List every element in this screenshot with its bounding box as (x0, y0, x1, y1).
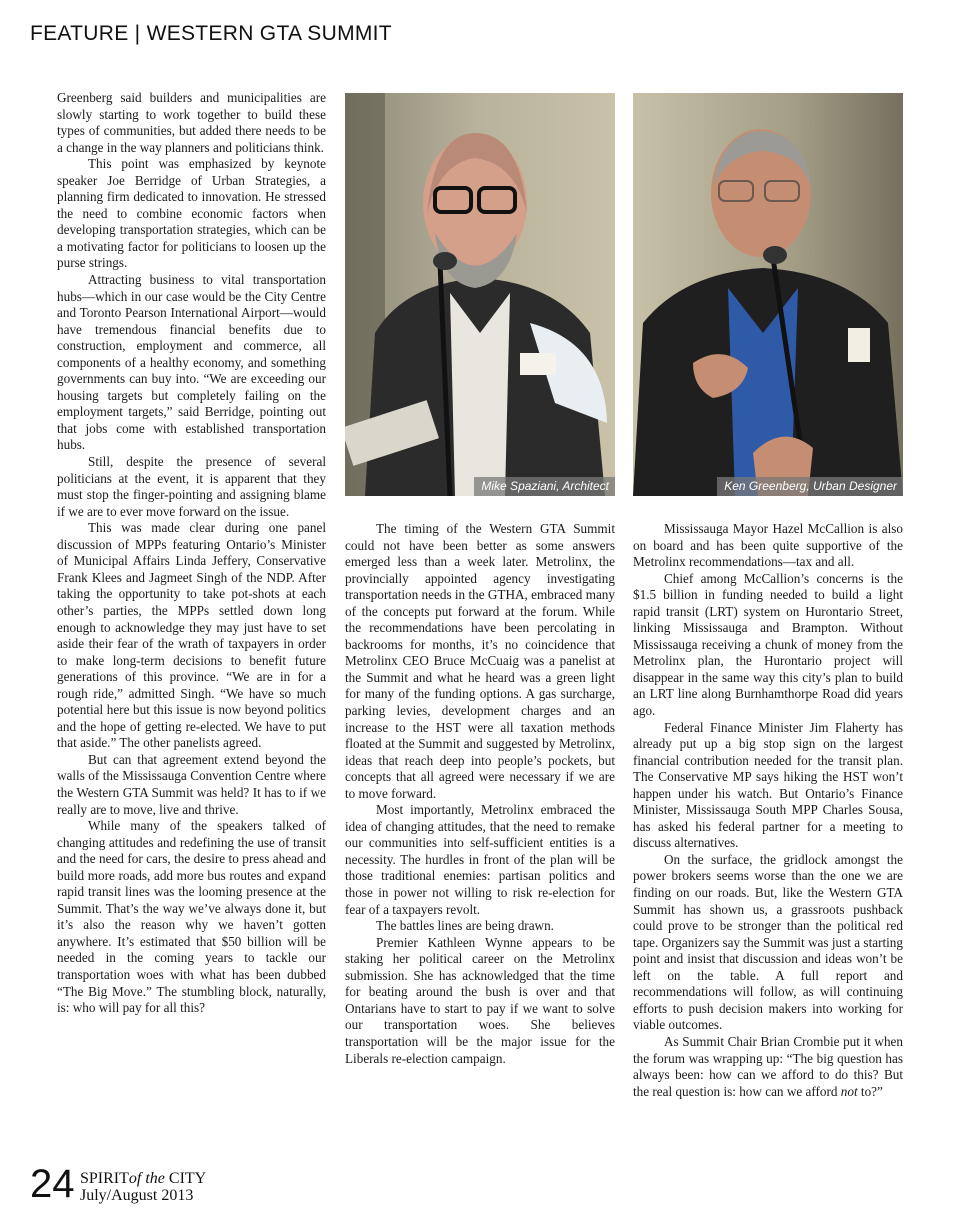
section-header: FEATURE | WESTERN GTA SUMMIT (30, 22, 392, 45)
article-column-3 (633, 521, 903, 1100)
paragraph: The timing of the Western GTA Summit could not have been better as some answers emerged less than a week later. Metrolinx, the provincially appointed agency investigating transportation needs in the GTHA, embraced many of the concepts put forward at the forum. While the recommendations have been percolating in backrooms for months, it’s no coincidence that Metrolinx CEO Bruce McCuaig was a panelist at the Summit and what he heard was a green light for many of the funding options. A gas surcharge, parking levies, development charges and an increase to the HST were all taxation methods floated at the Summit and suggested by Metrolinx, ideas that reach deep into people’s pockets, but concepts that all agreed were necessary if we are to move forward. (345, 521, 615, 801)
paragraph: This was made clear during one panel discussion of MPPs featuring Ontario’s Minister of Municipal Affairs Linda Jeffery, Conservative Frank Klees and Jagmeet Singh of the NDP. After taking the opportunity to take pot-shots at each other’s parties, the MPPs settled down long enough to acknowledge they may just have to set aside their fear of the wrath of taxpayers in order to make long-term decisions to benefit future generations of this province. “We are in for a rough ride,” admitted Singh. “We have so much potential here but this issue is now beyond politics and the hope of getting re-elected. We have to put that aside.” The other panelists agreed. (57, 520, 326, 751)
paragraph: Federal Finance Minister Jim Flaherty has already put up a big stop sign on the largest financial contribution needed for the transit plan. The Conservative MP says hiking the HST won’t happen under his watch. But Ontario’s Finance Minister, Mississauga South MPP Charles Sousa, has asked his federal partner for a meeting to discuss alternatives. (633, 719, 903, 851)
photo-caption: Mike Spaziani, Architect (474, 477, 615, 496)
photo-speaker-1 (345, 93, 615, 496)
issue-date: July/August 2013 (80, 1187, 194, 1204)
closing-paragraph (633, 1034, 903, 1100)
paragraph: Mississauga Mayor Hazel McCallion is also on board and has been quite supportive of the Metrolinx recommendations—tax and all. (633, 521, 903, 570)
paragraph: On the surface, the gridlock amongst the power brokers seems worse than the one we are finding on our roads. But, like the Western GTA Summit has shown us, a grassroots pushback could prove to be stronger than the political red tape. Organizers say the Summit was just a starting point and insist that discussion and ideas won’t be left on the table. A full report and recommendations will follow, as will continuing efforts to push decision makers into working for viable outcomes. (633, 851, 903, 1033)
publication-name-part: of the (128, 1170, 165, 1187)
emphasis-text: not (840, 1083, 858, 1099)
paragraph: Still, despite the presence of several politicians at the event, it is apparent that they must stop the finger-pointing and assigning blame if we are to ever move forward on the issue. (57, 454, 326, 519)
publication-name-part: CITY (168, 1170, 207, 1187)
closing-text: As Summit Chair Brian Crombie put it when the forum was wrapping up: “The big question has always been: how can we afford to do this? But the real question is: how can we afford (633, 1033, 903, 1099)
paragraph: Greenberg said builders and municipalities are slowly starting to work together to build these types of communities, but added there needs to be a change in the way planners and politicians think. (57, 90, 326, 155)
publication-name (80, 1170, 206, 1187)
paragraph: Chief among McCallion’s concerns is the $1.5 billion in funding needed to build a light rapid transit (LRT) system on Hurontario Street, linking Mississauga and Brampton. Without Mississauga receiving a chunk of money from the Metrolinx plan, the Hurontario project will disappear in the same way this city’s plan to build an LRT line along Burnhamthorpe Road did years ago. (633, 570, 903, 719)
publication-name-part: SPIRIT (80, 1170, 129, 1187)
publication-info (80, 1170, 206, 1204)
paragraph: Premier Kathleen Wynne appears to be staking her political career on the Metrolinx submission. She has acknowledged that the time for beating around the bush is over and that Ontarians have to start to pay if we want to solve our transportation woes. She believes transportation will be the major issue for the Liberals re-election campaign. (345, 934, 615, 1066)
paragraph: The battles lines are being drawn. (376, 918, 554, 934)
paragraph: This point was emphasized by keynote speaker Joe Berridge of Urban Strategies, a planning firm dedicated to innovation. He stressed the need to combine economic factors when developing transportation strategies, which can be a motivating factor for politicians to loosen up the purse strings. (57, 156, 326, 271)
article-column-1 (57, 90, 326, 1017)
paragraph: But can that agreement extend beyond the walls of the Mississauga Convention Centre where the Western GTA Summit was held? It has to if we really are to move, live and thrive. (57, 751, 326, 817)
page-number: 24 (30, 1162, 75, 1206)
speaker-1-image (345, 93, 615, 496)
paragraph: Attracting business to vital transportation hubs—which in our case would be the City Centre and Toronto Pearson International Airport—would have tremendous financial benefits due to construction, employment and commerce, all components of a healthy economy, and something governments can buy into. “We are exceeding our housing targets but completely failing on the employment targets,” said Berridge, pointing out that jobs come with established transportation hubs. (57, 272, 326, 453)
closing-text-end: to?” (857, 1083, 883, 1099)
speaker-2-image (633, 93, 903, 496)
article-column-2 (345, 521, 615, 1067)
paragraph: While many of the speakers talked of changing attitudes and redefining the use of transit and the need for cars, the desire to press ahead and build more roads, add more bus routes and expand rapid transit lines was the looming presence at the Summit. That’s the way we’ve always done it, but it’s also the reason why we haven’t gotten anywhere. It’s estimated that $50 billion will be needed in the coming years to tackle our transportation woes with what has been dubbed “The Big Move.” The stumbling block, naturally, is: who will pay for all this? (57, 818, 326, 1016)
photo-caption: Ken Greenberg, Urban Designer (717, 477, 903, 496)
paragraph: Most importantly, Metrolinx embraced the idea of changing attitudes, that the need to remake our communities into self-sufficient entities is a necessity. The hurdles in front of the plan will be those traditional enemies: partisan politics and those in power not willing to risk re-election for fear of a taxpayers revolt. (345, 802, 615, 917)
photo-speaker-2 (633, 93, 903, 496)
